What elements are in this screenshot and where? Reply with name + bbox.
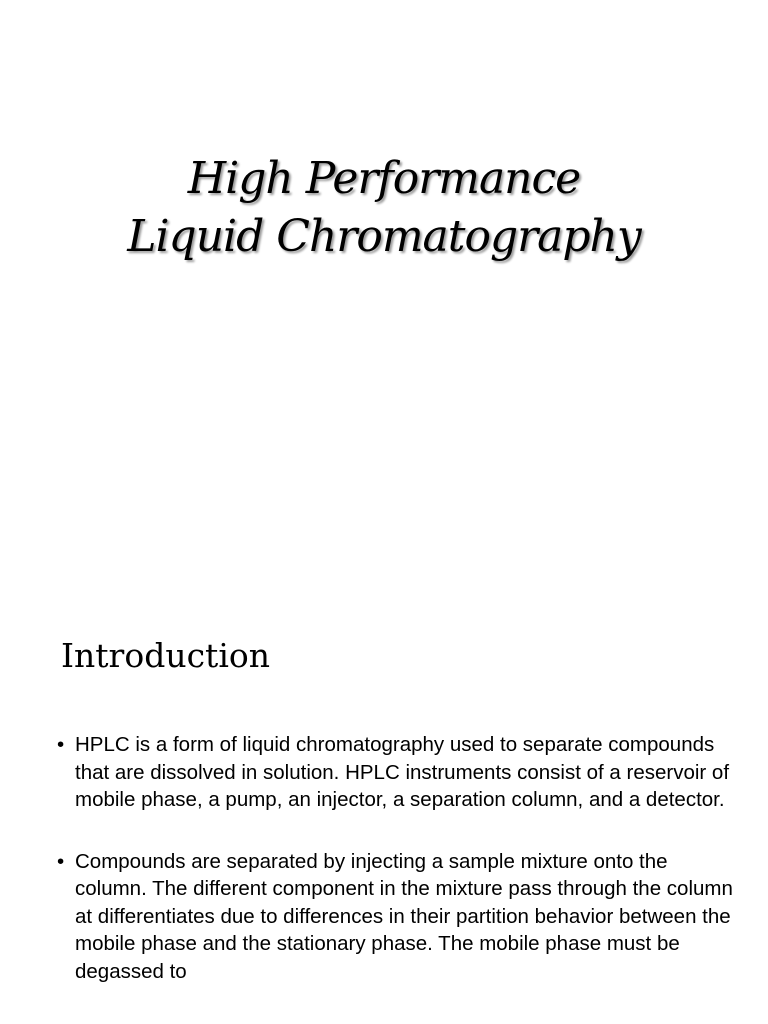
title-line-1: High Performance (187, 153, 581, 204)
bullet-item (57, 731, 737, 814)
title-line-2: Liquid Chromatography (127, 211, 641, 262)
slide-title (0, 150, 768, 266)
section-heading: Introduction (61, 636, 270, 675)
bullet-text: Compounds are separated by injecting a sample mixture onto the column. The different component in the mixture pass through the column at differentiates due to differences in their partition behavior between the mobile phase and the stationary phase. The mobile phase must be degassed to (75, 849, 733, 983)
introduction-slide (0, 576, 768, 1024)
bullet-icon: • (57, 849, 65, 873)
bullet-list (57, 731, 737, 1019)
bullet-text: HPLC is a form of liquid chromatography used to separate compounds that are dissolved in solution. HPLC instruments consist of a reservoir of mobile phase, a pump, an injector, a separation column, and a detector. (75, 733, 730, 811)
bullet-icon: • (57, 733, 65, 756)
bullet-item (57, 848, 737, 986)
